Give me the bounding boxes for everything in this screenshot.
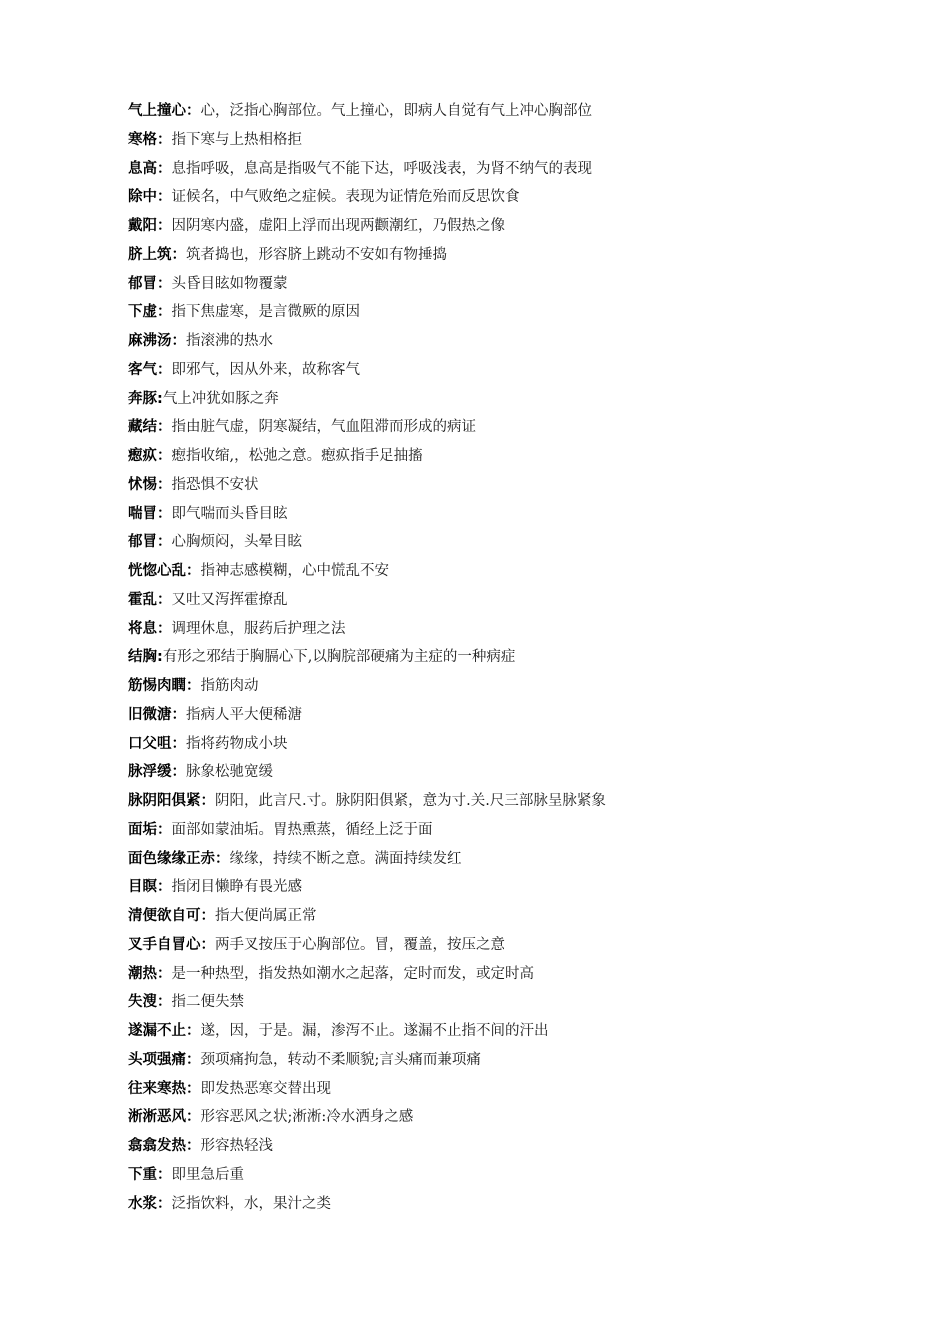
entry-definition: 因阴寒内盛，虚阳上浮而出现两颧潮红，乃假热之像 <box>171 218 505 234</box>
glossary-entry <box>128 212 908 241</box>
entry-term: 目瞑 <box>128 879 157 896</box>
entry-separator: ： <box>157 591 172 608</box>
entry-definition: 调理休息，服药后护理之法 <box>171 620 346 637</box>
entry-definition: 即邪气，因从外来，故称客气 <box>171 361 360 378</box>
glossary-entry <box>128 356 908 385</box>
entry-definition: 面部如蒙油垢。胃热熏蒸，循经上泛于面 <box>171 821 433 838</box>
glossary-entry <box>128 1075 908 1104</box>
entry-separator: ： <box>157 476 172 493</box>
entry-term: 恍惚心乱 <box>128 563 186 579</box>
entry-term: 藏结 <box>128 419 157 436</box>
glossary-entry <box>128 270 908 299</box>
entry-term: 面垢 <box>128 821 157 838</box>
entry-term: 麻沸汤 <box>128 333 172 349</box>
entry-separator: ： <box>157 131 172 148</box>
entry-separator: ： <box>186 1138 201 1154</box>
entry-definition: 又吐又泻挥霍撩乱 <box>171 591 288 608</box>
entry-term: 翕翕发热 <box>128 1138 186 1154</box>
entry-term: 旧微溏 <box>128 706 172 723</box>
entry-definition: 即发热恶寒交替出现 <box>200 1080 331 1097</box>
entry-definition: 颈项痛拘急，转动不柔顺貌;言头痛而兼项痛 <box>200 1051 481 1068</box>
glossary-entry <box>128 988 908 1017</box>
entry-definition: 阴阳，此言尺.寸。脉阴阳俱紧，意为寸.关.尺三部脉呈脉紧象 <box>215 793 606 809</box>
entry-definition: 息指呼吸，息高是指吸气不能下达，呼吸浅表，为肾不纳气的表现 <box>171 160 592 177</box>
entry-separator: ： <box>186 1051 201 1068</box>
entry-term: 寒格 <box>128 131 157 148</box>
entry-separator: ： <box>186 563 201 579</box>
entry-term: 郁冒 <box>128 275 157 292</box>
glossary-entry <box>128 97 908 126</box>
glossary-entry <box>128 586 908 615</box>
entry-term: 叉手自冒心 <box>128 936 201 953</box>
glossary-entry <box>128 873 908 902</box>
entry-separator: ： <box>157 304 172 321</box>
glossary-entry <box>128 1103 908 1132</box>
entry-definition: 指大便尚属正常 <box>215 908 317 924</box>
entry-separator: ： <box>157 419 172 436</box>
glossary-entry <box>128 442 908 471</box>
entry-separator: : <box>157 390 163 407</box>
entry-definition: 证候名，中气败绝之症候。表现为证情危殆而反思饮食 <box>171 189 520 206</box>
entry-term: 奔豚 <box>128 390 157 407</box>
glossary-entry <box>128 500 908 529</box>
entry-separator: ： <box>171 706 186 723</box>
entry-term: 头项强痛 <box>128 1051 186 1068</box>
entry-term: 脉阴阳俱紧 <box>128 793 201 809</box>
entry-separator: ： <box>186 678 201 694</box>
entry-definition: 筑者捣也，形容脐上跳动不安如有物捶捣 <box>186 246 447 263</box>
entry-definition: 指由脏气虚，阴寒凝结，气血阻滞而形成的病证 <box>171 419 476 436</box>
entry-term: 除中 <box>128 189 157 206</box>
entry-separator: ： <box>171 333 186 349</box>
entry-term: 结胸 <box>128 649 157 666</box>
glossary-entry <box>128 1161 908 1190</box>
entry-separator: ： <box>157 361 172 378</box>
entry-term: 瘛疭 <box>128 448 157 464</box>
entry-definition: 指闭目懒睁有畏光感 <box>171 879 302 896</box>
entry-separator: ： <box>157 1195 172 1212</box>
entry-definition: 指神志感模糊，心中慌乱不安 <box>200 563 389 579</box>
entry-term: 潮热 <box>128 965 157 982</box>
entry-definition: 指下焦虚寒，是言微厥的原因 <box>171 304 360 321</box>
entry-definition: 头昏目眩如物覆蒙 <box>171 275 288 292</box>
entry-separator: ： <box>186 1023 201 1039</box>
entry-term: 筋惕肉瞤 <box>128 678 186 694</box>
entry-term: 霍乱 <box>128 591 157 608</box>
entry-definition: 心，泛指心胸部位。气上撞心，即病人自觉有气上冲心胸部位 <box>200 103 592 119</box>
entry-term: 水浆 <box>128 1195 157 1212</box>
entry-term: 喘冒 <box>128 505 157 522</box>
entry-definition: 指滚沸的热水 <box>186 333 273 349</box>
entry-definition: 脉象松驰宽缓 <box>186 764 273 781</box>
entry-term: 客气 <box>128 361 157 378</box>
entry-definition: 指二便失禁 <box>171 994 244 1011</box>
entry-separator: : <box>157 649 163 666</box>
glossary-entry <box>128 1132 908 1161</box>
entry-term: 淅淅恶风 <box>128 1109 186 1126</box>
entry-term: 遂漏不止 <box>128 1023 186 1039</box>
entry-separator: ： <box>215 850 230 867</box>
glossary-entry <box>128 241 908 270</box>
entry-separator: ： <box>157 218 172 234</box>
entry-definition: 指筋肉动 <box>200 678 259 694</box>
glossary-entry <box>128 845 908 874</box>
entry-separator: ： <box>186 1109 201 1126</box>
entry-separator: ： <box>186 1080 201 1097</box>
glossary-entry <box>128 931 908 960</box>
glossary-entry <box>128 528 908 557</box>
entry-separator: ： <box>157 821 172 838</box>
entry-separator: ： <box>200 936 215 953</box>
entry-separator: ： <box>157 534 172 551</box>
entry-term: 将息 <box>128 620 157 637</box>
glossary-entry <box>128 960 908 989</box>
glossary-entry <box>128 557 908 586</box>
entry-separator: ： <box>157 994 172 1011</box>
glossary-entry <box>128 385 908 414</box>
entry-definition: 指病人平大便稀溏 <box>186 706 302 723</box>
glossary-entry <box>128 298 908 327</box>
glossary-entry <box>128 155 908 184</box>
entry-separator: ： <box>186 103 201 119</box>
entry-separator: ： <box>200 908 215 924</box>
glossary-entry <box>128 701 908 730</box>
entry-separator: ： <box>157 620 172 637</box>
entry-term: 往来寒热 <box>128 1080 186 1097</box>
entry-separator: ： <box>157 879 172 896</box>
glossary-entry <box>128 1046 908 1075</box>
entry-term: 下虚 <box>128 304 157 321</box>
glossary-list <box>128 97 908 1218</box>
entry-separator: ： <box>157 160 172 177</box>
entry-definition: 指恐惧不安状 <box>171 476 259 493</box>
entry-separator: ： <box>171 246 186 263</box>
glossary-entry <box>128 1017 908 1046</box>
glossary-entry <box>128 183 908 212</box>
entry-definition: 有形之邪结于胸膈心下,以胸脘部硬痛为主症的一种病症 <box>162 649 516 666</box>
glossary-entry <box>128 413 908 442</box>
entry-term: 口父咀 <box>128 735 172 752</box>
entry-definition: 瘛指收缩,，松弛之意。瘛疭指手足抽搐 <box>171 448 423 464</box>
entry-definition: 遂，因，于是。漏，渗泻不止。遂漏不止指不间的汗出 <box>200 1023 549 1039</box>
entry-term: 脐上筑 <box>128 246 172 263</box>
entry-term: 面色缘缘正赤 <box>128 850 215 867</box>
entry-term: 失溲 <box>128 994 157 1011</box>
entry-separator: ： <box>200 793 215 809</box>
glossary-entry <box>128 471 908 500</box>
entry-definition: 指下寒与上热相格拒 <box>171 131 302 148</box>
entry-term: 清便欲自可 <box>128 908 201 924</box>
glossary-entry <box>128 643 908 672</box>
entry-term: 怵惕 <box>128 476 157 493</box>
entry-definition: 心胸烦闷，头晕目眩 <box>171 534 302 551</box>
entry-separator: ： <box>171 735 186 752</box>
entry-definition: 形容热轻浅 <box>200 1138 273 1154</box>
entry-definition: 指将药物成小块 <box>186 735 288 752</box>
glossary-entry <box>128 672 908 701</box>
glossary-entry <box>128 902 908 931</box>
glossary-entry <box>128 126 908 155</box>
entry-term: 息高 <box>128 160 157 177</box>
entry-definition: 即里急后重 <box>171 1166 244 1183</box>
entry-separator: ： <box>157 1166 172 1183</box>
entry-separator: ： <box>157 275 172 292</box>
entry-definition: 气上冲犹如豚之奔 <box>162 390 279 407</box>
entry-separator: ： <box>157 189 172 206</box>
glossary-entry <box>128 816 908 845</box>
entry-definition: 缘缘，持续不断之意。满面持续发红 <box>229 850 462 867</box>
glossary-entry <box>128 787 908 816</box>
glossary-entry <box>128 758 908 787</box>
glossary-entry <box>128 615 908 644</box>
entry-separator: ： <box>157 965 172 982</box>
entry-definition: 即气喘而头昏目眩 <box>171 505 288 522</box>
entry-separator: ： <box>171 764 186 781</box>
entry-term: 郁冒 <box>128 534 157 551</box>
glossary-entry <box>128 327 908 356</box>
glossary-entry <box>128 730 908 759</box>
entry-term: 脉浮缓 <box>128 764 172 781</box>
entry-separator: ： <box>157 505 172 522</box>
entry-definition: 泛指饮料，水，果汁之类 <box>171 1195 331 1212</box>
entry-term: 下重 <box>128 1166 157 1183</box>
entry-definition: 两手叉按压于心胸部位。冒，覆盖，按压之意 <box>215 936 505 953</box>
entry-definition: 是一种热型，指发热如潮水之起落，定时而发，或定时高 <box>171 965 534 982</box>
glossary-entry <box>128 1190 908 1219</box>
entry-term: 气上撞心 <box>128 103 186 119</box>
entry-term: 戴阳 <box>128 218 157 234</box>
entry-separator: ： <box>157 448 172 464</box>
entry-definition: 形容恶风之状;淅淅:冷水洒身之感 <box>200 1109 414 1126</box>
